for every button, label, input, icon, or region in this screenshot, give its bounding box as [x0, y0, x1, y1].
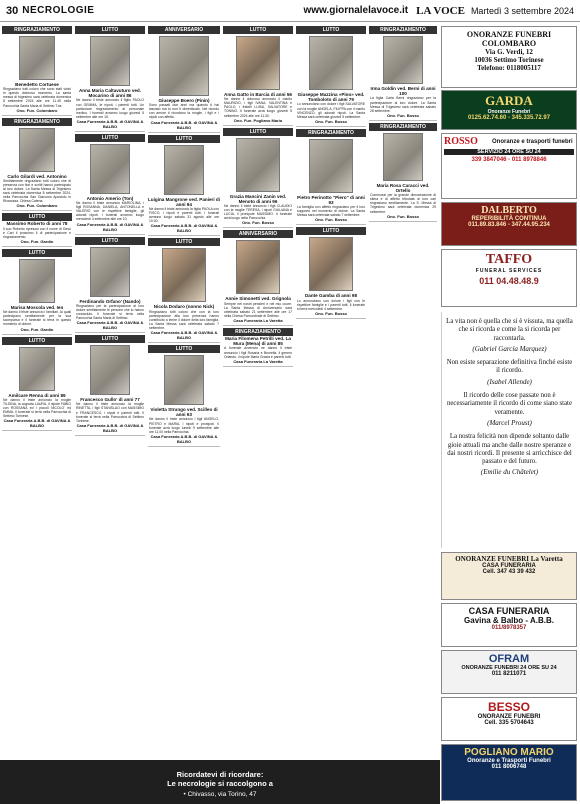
funeral-home: Ono. Fun. Bosso [315, 310, 347, 316]
portrait-photo [159, 36, 209, 96]
portrait-photo [236, 36, 280, 90]
notice-text: Ringraziano tutti coloro che con la loro partecipazione alla loro presenza hanno contribuito a lenire il dolore della loro famiglia. La Santa Messa sarà celebrata sabato 7 settembre. [149, 309, 219, 330]
notice-text: Sentitamente ringraziano tutti coloro che di presenza con fiori e scritti hanno partecipato al loro dolore. La Santa Messa di Trigesimo sarà celebrata domenica 8 settembre 2024, nella Parrocchia San Giacomo Apostolo in Rivarossa. Chiesa Catena. [3, 178, 71, 204]
ad-subtitle: Gavina & Balbo - A.B.B. [464, 616, 554, 625]
ad-service: SERVIZIO 24 ORE SU 24 [444, 149, 574, 155]
notice-text: Ne danno il triste annuncio i familiari. Ai quali partecipano sentitamente per la sua scomparsa e il funerale si terrà in questo momento di dolore. [3, 310, 71, 327]
notice-text: Ne danno il triste annuncio i figli ANGELO, PIETRO e MARIA, i nipoti e pronipoti. Il funerale avrà luogo lunedì 9 settembre alle ore 11.00 nella Parrocchia. [149, 417, 219, 434]
funeral-home: Casa Funeraria A.B.B. di GAVINA & BALBO [150, 119, 218, 130]
funeral-home: Ono. Fun. Colombaro [16, 203, 58, 209]
deceased-name: Dante Gamba di anni 98 [304, 293, 358, 299]
notice-tag: RINGRAZIAMENTO [369, 26, 437, 34]
ad-phone: 011 8211071 [491, 671, 527, 677]
deceased-name: Grazia Mancini Zanin ved. Menoto di anni 96 [229, 193, 287, 204]
column-3 [148, 26, 220, 756]
notice-text: Ringraziano per la partecipazione al loro dolore sentitamente le persone che lo hanno conosciuto. Il funerale si terrà nella Parrocchia Santa Maria di Settimo. [76, 303, 144, 321]
notice-tag: LUTTO [2, 249, 72, 257]
notice-text: Ne danno il doloroso annuncio il marito MAURIZIO, i figli IVANA, VALENTINA e PAOLO, i fratelli LUISA, SALVATORE e TONINO. Il funerale avrà luogo giovedì 5 settembre 2024 alle ore 11.30. [224, 97, 292, 118]
ad-phone: 011 04.48.48.9 [479, 276, 539, 286]
notice-text: Ne danno il triste annuncio la figlia PAOLA con FISCO, i nipoti e parenti tutti. I funerali avranno luogo sabato 31 agosto alle ore 10.00. [149, 206, 219, 224]
notice-tag: LUTTO [296, 26, 366, 34]
memorial-quotes [441, 312, 577, 548]
notice-tag: RINGRAZIAMENTO [369, 123, 437, 131]
deceased-name: Nicola Dodaro (nonno Nick) [153, 304, 215, 310]
notice-text: Ne danno il triste annuncio i figli CLAUDIO con la moglie TERESA, i nipoti GIULIANA e LUCIA, il pronipote MASSIMO. Il funerale avrà luogo nella Parrocchia. [224, 204, 292, 221]
portrait-photo [19, 347, 55, 391]
notice-text: La figlia Carla Berni ringraziano per la partecipazione al loro dolore. La Santa Messa di Trigesimo sarà celebrata sabato 28 settembre. [370, 96, 436, 113]
funeral-home: Ono. Fun. Bosso [387, 112, 419, 118]
ad-title: BESSO [487, 700, 530, 714]
funeral-home: Casa Funeraria A.B.B. di GAVINA & BALBO [76, 422, 144, 433]
portrait-photo [164, 145, 204, 195]
ad-subtitle: REPERIBILITÀ CONTINUA [471, 216, 547, 222]
quote-text: Il ricordo delle cose passate non è necessariamente il ricordo di come siano state veramente. [447, 392, 572, 416]
portrait-photo [90, 247, 130, 297]
portrait-photo [309, 36, 353, 90]
notice-text: La famiglia con affetto ringraziano per il loro supporto nel momento di dolore. La Santa Messa sarà celebrata sabato 7 settembre. [297, 205, 365, 218]
funeral-home: Ono. Fun. Pogliano Mario [233, 117, 283, 123]
notice-text: Ne danno il triste annuncio il figlio PAOLO con GEMMA, le nipoti, i parenti tutti. Un particolare ringraziamento al personale medico. I funerali avranno luogo giovedì 5 settembre alle ore 15. [76, 98, 144, 119]
obituary [2, 26, 72, 116]
notice-text: A funerale avvenuto ne danno il triste annuncio i figli Rosaria e Brunella, il genero Orlando, il nipote Maria Grazia e parenti tutti. [224, 346, 292, 359]
deceased-name: Antonio Amerio (Ton) [86, 195, 134, 201]
funeral-home: Casa Funeraria A.B.B. di GAVINA & BALBO [76, 320, 144, 331]
notice-tag: RINGRAZIAMENTO [223, 328, 293, 336]
deceased-name: Anna Maria Caltavuturo ved. Mocarino di anni 86 [78, 88, 142, 99]
obituary [296, 26, 366, 127]
obituary [223, 328, 293, 367]
obituary [369, 26, 437, 121]
notice-text: Lo annunciano con dolore i figli con le rispettive famiglie e i parenti tutti. Il funerale si terrà mercoledì 4 settembre. [297, 298, 365, 311]
ad-title: GARDA [485, 93, 533, 108]
funeral-home: Casa Funeraria A.B.B. di GAVINA & BALBO [150, 330, 218, 341]
deceased-name: Anna Gatto in Barcia di anni 56 [224, 92, 292, 97]
issue-date: Martedì 3 settembre 2024 [470, 5, 574, 16]
ad-title: ONORANZE FUNEBRI COLOMBARO [466, 30, 552, 48]
notice-tag: RINGRAZIAMENTO [2, 118, 72, 126]
ad-phone: Telefono: 0118005117 [477, 64, 541, 72]
notice-tag: LUTTO [148, 345, 220, 353]
notice-text: Ne danno il triste annuncio la moglie RINETTA, i figli STANISLAO con MASSIMO e FRANCESCO, i nipoti e parenti tutti. Il funerale si terrà nella Parrocchia di Settimo Torinese. [76, 402, 144, 423]
ad-besso[interactable] [441, 697, 577, 741]
deceased-name: Giuseppe Boero (Pinin) [158, 98, 210, 103]
ad-title: TAFFO [485, 252, 533, 267]
obituary [369, 123, 437, 222]
obituary [296, 227, 366, 318]
notice-tag: LUTTO [148, 135, 220, 143]
notice-tag: RINGRAZIAMENTO [296, 129, 366, 137]
notice-text: Ringraziano tutti coloro che sono stati vicini in questo doloroso momento. La santa messa di trigesimo sarà celebrata domenica 8 settembre 2024 alle ore 11.45 nella Parrocchia Santa Maria di Settimo T.se. [3, 87, 71, 108]
deceased-name: Pietro Perinotto "Piero" di anni 93 [297, 194, 365, 205]
funeral-home: Ono. Fun. Bosso [387, 213, 419, 219]
column-4 [223, 26, 293, 756]
ad-rosso[interactable] [441, 133, 577, 199]
funeral-home: Casa Funeraria A.B.B. di GAVINA & BALBO [76, 221, 144, 232]
deceased-name: Maria Rosa Caracci ved. Ortello [376, 182, 430, 193]
deceased-name: Irma Goldin ved. Berni di anni 100 [370, 86, 436, 97]
notice-tag: LUTTO [2, 337, 72, 345]
portrait-photo [19, 128, 55, 172]
deceased-name: Massimo Roberto di anni 78 [6, 221, 68, 227]
notice-text: Commossi per la grande dimostrazione di stima e di affetto tributata ai loro cari ringraziano sentitamente. La S. Messa di Trigesimo sarà celebrata domenica 29 settembre. [370, 193, 436, 214]
notice-tag: LUTTO [75, 335, 145, 343]
quote-author: (Gabriel García Marquez) [472, 344, 547, 353]
deceased-name: Luigina Mangrone ved. Panieri di anni 94 [148, 196, 220, 207]
notice-text: Lo annunciano con dolore i figli SALVATORE con la moglie ANGELA, FILIPPA con il marito VINCENZO, gli adorati nipoti. La Santa Messa sarà celebrata giovedì 5 settembre. [297, 102, 365, 119]
ad-phone: 011.89.83.846 - 347.44.95.234 [468, 222, 550, 228]
quote-text: La nostra felicità non dipende soltanto dalle gioie attuali ma anche dalle nostre speranze e dai nostri ricordi. Il presente si arricchisce del passato e del futuro. [447, 433, 572, 466]
obituary [148, 26, 220, 133]
funeral-home: Casa Funeraria A.B.B. di GAVINA & BALBO [3, 418, 71, 429]
notice-tag: LUTTO [75, 134, 145, 142]
ad-city: 10036 Settimo Torinese [474, 56, 544, 64]
ad-address: Via G. Verdi, 12 [485, 48, 533, 56]
funeral-home: Ono. Fun. Bosso [242, 220, 274, 226]
notice-text: Il suo Roberto ripresosi con il nome di Gesù e Cari il prossimo il di partecipazione e ringraziamento. [3, 226, 71, 239]
ad-title: ONORANZE FUNEBRI La Varetta [455, 555, 563, 563]
funeral-home: Ono. Fun. Bosso [315, 118, 347, 124]
obituary [223, 128, 293, 229]
portrait-photo [90, 36, 130, 86]
quote [446, 359, 573, 386]
notice-tag: LUTTO [75, 237, 145, 245]
funeral-home: Ono. Fun. Gardin [20, 326, 54, 332]
portrait-photo [309, 139, 353, 193]
notice-text: Ne danno il triste annuncio MARIOLINA, i figli ROSANNA, DANIELA, ANTONELLA e VALERIO con le rispettive famiglie, gli adorati nipoti. I funerali avranno luogo mercoledì 4 settembre alle ore 10. [76, 201, 144, 222]
obituary [75, 237, 145, 334]
notice-text: Sempre nei nostri pensieri e nel mio cuore. La Santa Messa di Anniversario sarà celebrata sabato 21 settembre alle ore 17 nella Chiesa Parrocchiale di Settimo. [224, 301, 292, 318]
notice-tag: LUTTO [2, 213, 72, 221]
obituary [296, 129, 366, 226]
ad-varetta[interactable] [441, 552, 577, 600]
ad-title: DALBERTO [481, 205, 537, 216]
deceased-name: Marisa Moscola ved. Ien [10, 304, 64, 310]
ad-phone: 011 8006748 [491, 764, 527, 770]
ad-gavina[interactable] [441, 603, 577, 647]
column-1 [2, 26, 72, 756]
quote-author: (Emilie du Châtelet) [480, 468, 539, 477]
ad-pogliano[interactable] [441, 744, 577, 801]
obituary [148, 135, 220, 237]
portrait-photo [383, 36, 423, 84]
deceased-name: Amilcare Renna di anni 89 [8, 392, 66, 398]
obituary [2, 118, 72, 212]
ad-title: CASA FUNERARIA [468, 606, 550, 616]
portrait-photo [236, 138, 280, 192]
notice-tag: ANNIVERSARIO [148, 26, 220, 34]
portrait-photo [309, 237, 353, 291]
obituary [2, 337, 72, 432]
deceased-name: Carlo Gilardi ved. Antonino [7, 173, 67, 179]
ad-phone: Cell. 335 5704643 [484, 720, 534, 726]
obituary [75, 134, 145, 235]
footer-subtitle: Le necrologie si raccolgono a [167, 779, 273, 788]
quote [446, 392, 573, 427]
funeral-home: Ono. Fun. Gardin [20, 238, 54, 244]
quote [446, 433, 573, 476]
funeral-home: Casa Funeraria A.B.B. di GAVINA & BALBO [150, 223, 218, 234]
deceased-name: Annie Simonetti ved. Grignola [225, 296, 291, 302]
ad-subtitle: Onoranze e trasporti funebri [492, 138, 573, 145]
column-6 [369, 26, 437, 756]
ad-ofram[interactable] [441, 650, 577, 694]
ad-taffo[interactable] [441, 249, 577, 307]
footer-banner [0, 760, 440, 804]
obituary [75, 335, 145, 436]
obituary [2, 249, 72, 335]
notice-tag: LUTTO [223, 128, 293, 136]
quote-author: (Isabel Allende) [487, 377, 532, 386]
funeral-home: Ono. Fun. Colombaro [16, 107, 58, 113]
ad-subtitle: FUNERAL SERVICES [475, 268, 543, 274]
deceased-name: Maria Filomena Petrilli ved. La Mura (Mena) di anni 85 [225, 336, 291, 347]
ad-subtitle: ONORANZE FUNEBRI 24 ORE SU 24 [461, 665, 557, 671]
funeral-home: Casa Funeraria A.B.B. di GAVINA & BALBO [76, 118, 144, 129]
deceased-name: Giuseppe Mazzina «Pino» ved. Tomboloto di anni 79 [297, 92, 365, 103]
deceased-name: Benedetto Cortuese [15, 82, 59, 87]
portrait-photo [236, 240, 280, 294]
ad-phone: 339 3847046 - 011 8978846 [471, 157, 547, 163]
notice-tag: LUTTO [223, 26, 293, 34]
portrait-photo [90, 144, 130, 194]
portrait-photo [90, 345, 130, 395]
portrait-photo [19, 259, 55, 303]
funeral-home: Ono. Fun. Bosso [315, 217, 347, 223]
notice-tag: RINGRAZIAMENTO [2, 26, 72, 34]
ad-title: OFRAM [488, 653, 530, 665]
ad-subtitle: ONORANZE FUNEBRI [477, 714, 541, 720]
ad-phone: 011/8978357 [491, 625, 527, 631]
obituary [2, 213, 72, 246]
notice-text: Ne danno il triste annuncio la moglie TILDINA, la cognata LAURA, il nipote FABIO con ROSSANA ed i piccoli NICOLO' ed EMMA. Il funerale si terrà nella Parrocchia di Settimo Torinese. [3, 397, 71, 419]
portrait-photo [164, 355, 204, 405]
obituary [148, 345, 220, 447]
quote [446, 318, 573, 353]
quote-author: (Marcel Proust) [487, 418, 532, 427]
ad-logo: ROSSO [444, 136, 478, 147]
portrait-photo [383, 133, 423, 181]
website-link[interactable]: www.giornalelavoce.it [303, 5, 409, 16]
obituary [223, 26, 293, 126]
obituary [75, 26, 145, 132]
ad-dalberto[interactable] [441, 202, 577, 246]
deceased-name: Violetta Strungo ved. Scilleo di anni 93 [150, 407, 218, 418]
page-number: 30 [6, 4, 19, 17]
ad-subtitle: Onoranze Funebri [487, 109, 531, 115]
column-5 [296, 26, 366, 756]
ad-phone: 0125.62.74.60 - 345.335.72.97 [467, 115, 551, 121]
ad-garda[interactable] [441, 90, 577, 130]
notice-tag: ANNIVERSARIO [223, 230, 293, 238]
notice-tag: LUTTO [148, 238, 220, 246]
footer-address: • Chivasso, via Torino, 47 [183, 791, 257, 798]
ad-colombaro[interactable] [441, 26, 577, 88]
obituary [148, 238, 220, 343]
page-header [0, 0, 580, 22]
newspaper-name: LA VOCE [416, 4, 465, 17]
quote-text: La vita non è quella che si è vissuta, ma quella che si ricorda e come la si ricorda per raccontarla. [446, 318, 573, 342]
deceased-name: Francesco Gullo' di anni 77 [80, 397, 140, 403]
funeral-home: Casa Funeraria La Varetta [233, 318, 283, 324]
quote-text: Non esiste separazione definitiva finché esiste il ricordo. [446, 359, 573, 375]
notice-tag: LUTTO [75, 26, 145, 34]
ad-subtitle: Onoranze e Trasporti Funebri [467, 758, 551, 764]
funeral-home: Casa Funeraria La Varetta [233, 358, 283, 364]
ad-subtitle: CASA FUNERARIA [482, 563, 536, 569]
funeral-home: Casa Funeraria A.B.B. di GAVINA & BALBO [150, 433, 218, 444]
obituary [223, 230, 293, 326]
notice-tag: LUTTO [296, 227, 366, 235]
notice-text: Sono passati due anni ma quando ti hai lasciato ma tu non ti dimenticato. Nel ricordo con amore ti ricordano la moglie, i figli e i nipoti con affetto. [149, 103, 219, 120]
portrait-photo [162, 248, 206, 302]
section-title: NECROLOGIE [22, 5, 95, 16]
portrait-photo [19, 36, 55, 80]
deceased-name: Ferdinando Orfano' (Nando) [79, 298, 141, 304]
column-2 [75, 26, 145, 756]
footer-title: Ricordatevi di ricordare: [176, 770, 264, 779]
ad-phone: Cell. 347 43 39 432 [482, 569, 536, 575]
ad-title: POGLIANO MARIO [464, 747, 554, 758]
